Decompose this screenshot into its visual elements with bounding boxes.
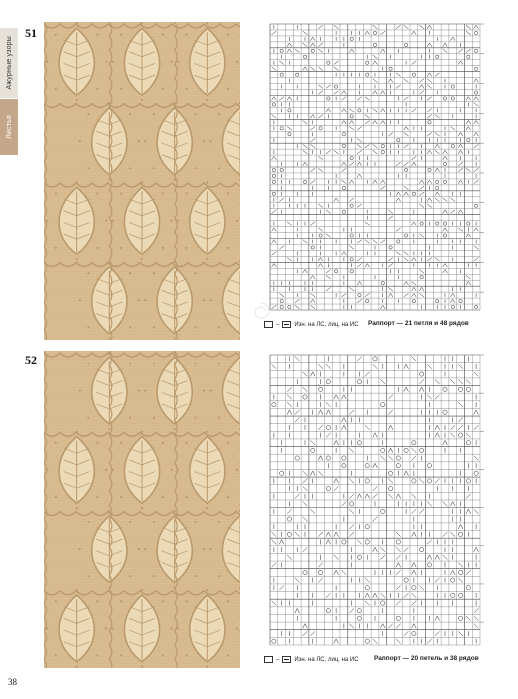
dash-square-icon	[282, 321, 291, 328]
category-tab-leaves[interactable]	[0, 99, 18, 155]
chart-grid-51	[262, 22, 492, 314]
category-tab-label: Листья	[5, 115, 13, 139]
knit-photo-52-image	[44, 351, 240, 668]
side-tabs	[0, 28, 18, 155]
section-tab[interactable]	[0, 28, 18, 99]
legend-51	[264, 321, 359, 328]
empty-square-icon	[264, 321, 273, 328]
page-number: 38	[8, 677, 17, 687]
knitting-chart-51	[262, 22, 492, 314]
pattern-photo-52	[44, 351, 240, 668]
dash-square-icon	[282, 656, 291, 663]
legend-separator: –	[276, 321, 280, 328]
legend-text-52: Изн. на ЛС, лиц. на ИС	[294, 656, 359, 663]
spiral-watermark-icon	[250, 300, 272, 322]
rapport-51: Раппорт — 21 петля и 48 рядов	[368, 320, 469, 327]
legend-separator: –	[276, 656, 280, 663]
legend-52	[264, 656, 359, 663]
pattern-number-51: 51	[25, 26, 37, 40]
chart-grid-52	[262, 353, 492, 649]
rapport-52: Раппорт — 20 петель и 38 рядов	[374, 655, 479, 662]
legend-text-51: Изн. на ЛС, лиц. на ИС	[294, 321, 359, 328]
pattern-number-52: 52	[25, 353, 37, 367]
empty-square-icon	[264, 656, 273, 663]
section-tab-label: Ажурные узоры	[5, 36, 13, 90]
knitting-chart-52	[262, 353, 492, 649]
knit-photo-51-image	[44, 22, 240, 340]
pattern-photo-51	[44, 22, 240, 340]
